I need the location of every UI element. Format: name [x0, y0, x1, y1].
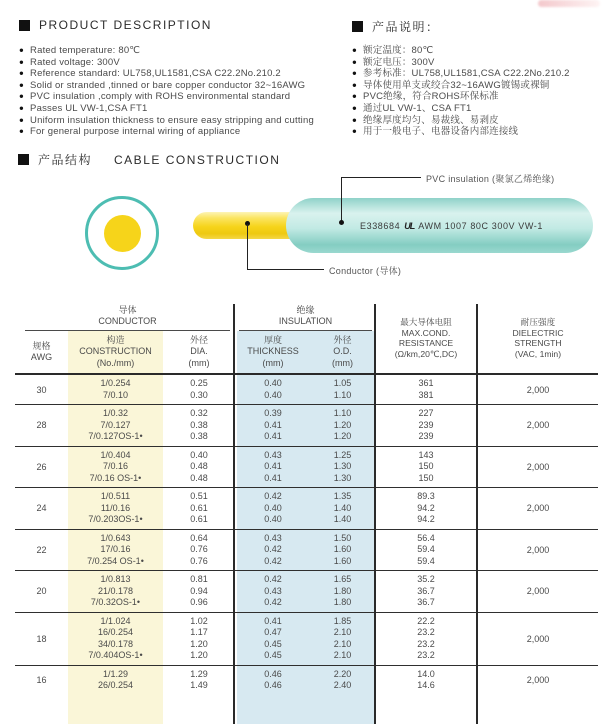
cell-dielectric: 2,000: [526, 461, 550, 472]
insulation-group-header: [239, 305, 372, 331]
cell-dia-value: 0.61: [190, 514, 208, 524]
cell-construction-value: 7/0.10: [102, 389, 129, 400]
black-square-icon: [18, 154, 29, 165]
cell-dia-value: 0.76: [190, 555, 208, 566]
cell-construction-value: 7/0.127: [100, 419, 131, 430]
od-header-unit: (mm): [332, 357, 353, 368]
cell-dia: [163, 378, 235, 401]
product-description-heading: [19, 18, 212, 32]
table-divider: [233, 304, 235, 724]
cell-awg: 28: [36, 420, 47, 431]
cell-thickness-value: 0.40: [264, 514, 282, 524]
cell-resistance-value: 89.3: [417, 491, 435, 501]
cell-thickness-value: 0.46: [264, 668, 282, 679]
cell-dielectric: 2,000: [526, 503, 550, 514]
cell-resistance-value: 239: [418, 431, 434, 441]
cell-thickness: [235, 378, 311, 401]
cell-construction-value: 7/0.254 OS-1•: [87, 555, 144, 566]
bullet-item: [352, 115, 570, 127]
cell-resistance: [374, 450, 478, 485]
bullet-icon: ●: [352, 80, 358, 90]
awg-header-cn: 规格: [32, 340, 51, 351]
cell-resistance: [374, 574, 478, 609]
bullet-icon: ●: [19, 103, 25, 113]
cell-dia-value: 0.32: [190, 408, 208, 418]
cell-construction-value: 1/0.404: [100, 449, 131, 460]
cell-thickness-value: 0.41: [264, 461, 282, 471]
cell-thickness-value: 0.42: [264, 555, 282, 566]
cell-construction-value: 1/1.29: [102, 668, 129, 679]
cell-construction-value: 1/0.511: [100, 491, 131, 501]
cell-od-value: 1.65: [333, 574, 352, 584]
cell-dia-value: 0.94: [190, 585, 208, 596]
cell-construction: [68, 450, 163, 485]
cell-od-value: 1.60: [333, 555, 352, 566]
dielectric-header-unit: (VAC, 1min): [514, 348, 562, 359]
cell-resistance: [374, 491, 478, 526]
insulation-header-cn: 绝缘: [296, 305, 315, 315]
resistance-column-header: [376, 317, 476, 359]
cell-construction-value: 21/0.178: [97, 585, 134, 596]
cell-dielectric: 2,000: [526, 420, 550, 431]
cell-dia-value: 0.48: [190, 461, 208, 471]
bullet-text: 用于一般电子、电器设备内部连接线: [363, 126, 519, 138]
cell-resistance-value: 59.4: [417, 544, 435, 554]
table-divider: [374, 304, 376, 724]
cell-od-value: 1.60: [333, 544, 352, 554]
conductor-group-header: [25, 305, 230, 331]
cell-awg: 24: [36, 503, 47, 514]
bullet-text: PVC insulation ,comply with ROHS environmental standard: [30, 91, 291, 103]
cell-thickness-value: 0.40: [264, 378, 282, 388]
resistance-header-en2: RESISTANCE: [398, 338, 454, 348]
dia-header-en: DIA.: [190, 346, 208, 357]
cell-resistance-value: 227: [418, 408, 434, 418]
cell-resistance-value: 143: [418, 449, 434, 460]
bullet-text: 额定电压：300V: [363, 56, 435, 68]
resistance-header-en: MAX.COND.: [401, 327, 451, 338]
cell-resistance-value: 14.0: [417, 668, 435, 679]
bullet-icon: ●: [19, 57, 25, 67]
bullet-item: [352, 91, 570, 103]
resistance-header-unit: (Ω/km,20℃,DC): [394, 348, 458, 359]
cell-resistance-value: 94.2: [417, 502, 435, 513]
construction-header-cn: 构造: [106, 334, 125, 345]
cell-awg: 20: [36, 586, 47, 597]
bullet-item: [352, 80, 570, 92]
bullet-text: Solid or stranded ,tinned or bare copper conductor 32~16AWG: [30, 79, 306, 91]
table-divider: [476, 304, 478, 724]
cell-thickness-value: 0.41: [264, 431, 282, 441]
bullet-item: [352, 45, 570, 57]
dia-header-cn: 外径: [189, 334, 208, 345]
thickness-column-header: [235, 335, 311, 370]
cell-od: [311, 574, 374, 609]
black-square-icon: [352, 21, 363, 32]
bullet-icon: ●: [19, 45, 25, 55]
cell-resistance-value: 23.2: [417, 638, 435, 649]
thickness-header-unit: (mm): [262, 357, 284, 368]
cell-dia-value: 0.48: [190, 472, 208, 483]
cell-construction-value: 17/0.16: [100, 544, 131, 554]
product-notes-title: 产品说明：: [372, 20, 440, 34]
conductor-label: Conductor (导体): [329, 266, 402, 276]
bullet-item: [19, 103, 314, 115]
table-group-awg-24: [15, 487, 598, 529]
cell-resistance-value: 239: [418, 419, 434, 430]
bullet-icon: ●: [352, 91, 358, 101]
cell-dia-value: 0.64: [190, 532, 208, 543]
cell-dia-value: 0.81: [190, 574, 208, 584]
bullet-item: [19, 91, 314, 103]
construction-header-en: CONSTRUCTION: [79, 346, 152, 357]
table-group-awg-18: [15, 612, 598, 665]
bullet-item: [352, 103, 570, 115]
cell-od-value: 1.35: [333, 491, 352, 501]
cell-od-value: 1.50: [333, 532, 352, 543]
dielectric-header-en: DIELECTRIC: [512, 327, 564, 338]
dia-header-unit: (mm): [188, 357, 210, 368]
conductor-header-cn: 导体: [118, 305, 137, 315]
cell-dia-value: 0.38: [190, 419, 208, 430]
bullet-text: PVC绝缘，符合ROHS环保标准: [363, 91, 499, 103]
dia-column-header: [163, 335, 235, 370]
cell-construction: [68, 616, 163, 662]
cell-od: [311, 378, 374, 401]
cell-construction: [68, 378, 163, 401]
cell-resistance-value: 94.2: [417, 514, 435, 524]
conductor-core-circle: [104, 215, 141, 252]
cable-construction-title-en: CABLE CONSTRUCTION: [114, 152, 281, 167]
dielectric-header-cn: 耐压强度: [520, 317, 556, 327]
cell-awg: 18: [36, 633, 47, 644]
cell-od-value: 1.30: [333, 461, 352, 471]
cell-od-value: 1.80: [333, 597, 352, 607]
cell-dia-value: 1.20: [190, 650, 208, 660]
bullet-text: 额定温度：80℃: [363, 45, 434, 56]
cell-thickness: [235, 408, 311, 443]
resistance-header-cn: 最大导体电阻: [400, 317, 452, 327]
cell-od-value: 1.20: [333, 431, 352, 441]
cable-print-legend: [336, 221, 543, 231]
dielectric-header-en2: STRENGTH: [514, 338, 562, 348]
conductor-leader-line: [247, 224, 248, 270]
cable-construction-title-cn: 产品结构: [38, 153, 93, 167]
cell-dia: [163, 450, 235, 485]
cell-construction-value: 16/0.254: [97, 627, 134, 637]
cell-thickness-value: 0.42: [264, 574, 282, 584]
cell-resistance: [374, 669, 478, 692]
cell-dielectric: 2,000: [526, 633, 550, 644]
od-column-header: [311, 335, 374, 370]
cell-od-value: 1.85: [333, 615, 352, 626]
dielectric-column-header: [478, 317, 598, 359]
insulation-label: PVC insulation (聚氯乙烯绝缘): [426, 174, 555, 184]
cell-thickness-value: 0.45: [264, 638, 282, 649]
bullet-icon: ●: [352, 115, 358, 125]
cell-dia-value: 1.17: [190, 627, 208, 637]
cell-od-value: 1.10: [333, 389, 352, 400]
conductor-leader-line: [247, 269, 324, 270]
bullet-icon: ●: [19, 126, 25, 136]
cell-thickness-value: 0.45: [264, 650, 282, 660]
awg-header-en: AWG: [30, 352, 53, 362]
cell-thickness-value: 0.41: [264, 472, 282, 483]
cell-thickness-value: 0.47: [264, 627, 282, 637]
cell-awg: 16: [36, 675, 47, 685]
cell-thickness-value: 0.43: [264, 532, 282, 543]
bullet-item: [352, 126, 570, 138]
cell-thickness-value: 0.40: [264, 502, 282, 513]
cell-resistance: [374, 616, 478, 662]
cell-dia-value: 0.96: [190, 597, 208, 607]
table-group-awg-20: [15, 570, 598, 612]
cell-od: [311, 669, 374, 692]
table-group-awg-28: [15, 404, 598, 446]
cell-construction-value: 7/0.16 OS-1•: [89, 472, 142, 483]
bullet-item: [19, 57, 314, 69]
thickness-header-cn: 厚度: [263, 334, 282, 345]
cell-construction-value: 1/0.643: [100, 532, 131, 543]
cable-cross-section: [85, 196, 159, 270]
bullet-text: 通过UL VW-1、CSA FT1: [363, 102, 472, 114]
cell-construction-value: 7/0.203OS-1•: [88, 514, 143, 524]
cell-od-value: 2.10: [333, 627, 352, 637]
awg-column-header: [15, 341, 68, 364]
cell-resistance-value: 22.2: [417, 615, 435, 626]
cell-dia: [163, 408, 235, 443]
construction-header-unit: (No./mm): [96, 357, 135, 368]
cell-construction-value: 1/0.32: [102, 408, 129, 418]
bullet-text: Rated voltage: 300V: [30, 56, 120, 68]
cell-construction: [68, 491, 163, 526]
cell-resistance-value: 23.2: [417, 650, 435, 660]
cell-construction: [68, 533, 163, 568]
cell-od-value: 1.20: [333, 419, 352, 430]
cell-od: [311, 491, 374, 526]
bullet-text: Rated temperature: 80℃: [30, 45, 141, 56]
cell-dia-value: 0.38: [190, 431, 208, 441]
cell-dia: [163, 574, 235, 609]
product-notes-list: [352, 45, 570, 138]
cell-dia-value: 0.25: [190, 378, 208, 388]
cell-construction-value: 7/0.32OS-1•: [90, 597, 141, 607]
bullet-item: [352, 57, 570, 69]
cell-dia-value: 1.20: [190, 638, 208, 649]
cell-resistance-value: 59.4: [417, 555, 435, 566]
table-group-awg-30: [15, 375, 598, 404]
bullet-icon: ●: [19, 115, 25, 125]
bullet-item: [19, 115, 314, 127]
bullet-icon: ●: [352, 126, 358, 136]
product-notes-heading: [352, 18, 440, 35]
cell-construction-value: 26/0.254: [97, 680, 134, 690]
cell-dia-value: 0.76: [190, 544, 208, 554]
cable-print-code: E338684: [359, 220, 401, 231]
cell-dielectric: 2,000: [526, 586, 550, 597]
bullet-item: [19, 68, 314, 80]
product-description-title: PRODUCT DESCRIPTION: [39, 18, 212, 32]
insulation-leader-line: [341, 177, 421, 178]
cell-od: [311, 616, 374, 662]
bullet-icon: ●: [19, 80, 25, 90]
cell-construction: [68, 408, 163, 443]
cell-dia-value: 1.29: [190, 668, 208, 679]
ul-logo-icon: UL: [404, 220, 415, 231]
cell-resistance-value: 14.6: [417, 680, 435, 690]
cell-od: [311, 533, 374, 568]
cell-thickness-value: 0.43: [264, 449, 282, 460]
bullet-text: 导体使用单支或绞合32~16AWG镀锡或裸铜: [363, 79, 550, 91]
bullet-item: [19, 45, 314, 57]
cell-construction-value: 11/0.16: [100, 502, 131, 513]
bullet-item: [19, 80, 314, 92]
column-header-row: [15, 331, 374, 373]
cell-construction-value: 7/0.404OS-1•: [88, 650, 143, 660]
product-description-list: [19, 45, 314, 138]
black-square-icon: [19, 20, 30, 31]
cell-od-value: 1.10: [333, 408, 352, 418]
table-group-awg-16: [15, 665, 598, 695]
cell-od-value: 1.80: [333, 585, 352, 596]
cell-construction-value: 7/0.127OS-1•: [88, 431, 143, 441]
cell-awg: 22: [36, 544, 47, 555]
cell-thickness-value: 0.42: [264, 597, 282, 607]
cell-thickness-value: 0.42: [264, 544, 282, 554]
cell-thickness-value: 0.43: [264, 585, 282, 596]
cell-thickness-value: 0.41: [264, 615, 282, 626]
cropped-logo-fragment: [538, 0, 600, 7]
cell-dielectric: 2,000: [526, 384, 550, 395]
cell-dia-value: 0.61: [190, 502, 208, 513]
cell-thickness: [235, 574, 311, 609]
cell-awg: 30: [36, 384, 47, 395]
bullet-text: 参考标准：UL758,UL1581,CSA C22.2No.210.2: [363, 68, 570, 80]
cell-dia: [163, 491, 235, 526]
cell-thickness: [235, 533, 311, 568]
bullet-item: [19, 126, 314, 138]
bullet-text: For general purpose internal wiring of appliance: [30, 126, 241, 138]
cell-thickness-value: 0.41: [264, 419, 282, 430]
bullet-text: Reference standard: UL758,UL1581,CSA C22.2No.210.2: [30, 68, 281, 80]
conductor-header-en: CONDUCTOR: [98, 316, 157, 326]
bullet-icon: ●: [19, 91, 25, 101]
cell-resistance: [374, 378, 478, 401]
cell-od-value: 1.05: [333, 378, 352, 388]
cell-od-value: 1.40: [333, 502, 352, 513]
cell-resistance: [374, 533, 478, 568]
cell-dia: [163, 533, 235, 568]
cell-awg: 26: [36, 461, 47, 472]
bullet-text: Passes UL VW-1,CSA FT1: [30, 102, 148, 114]
cell-dielectric: 2,000: [526, 675, 550, 685]
cell-od-value: 2.20: [333, 668, 352, 679]
cell-resistance-value: 36.7: [417, 597, 435, 607]
cell-construction-value: 34/0.178: [97, 638, 134, 649]
bullet-text: 绝缘厚度均匀、易裁线、易剥皮: [363, 114, 499, 126]
cell-thickness: [235, 616, 311, 662]
cell-od-value: 2.10: [333, 638, 352, 649]
specification-table: [15, 304, 598, 724]
cell-construction: [68, 669, 163, 692]
table-group-awg-22: [15, 529, 598, 571]
cell-thickness: [235, 491, 311, 526]
bullet-icon: ●: [352, 57, 358, 67]
cable-print-spec: AWM 1007 80C 300V VW-1: [418, 220, 543, 231]
cell-construction-value: 1/0.254: [100, 378, 131, 388]
cable-body: [286, 198, 593, 253]
cell-resistance-value: 23.2: [417, 627, 435, 637]
cell-construction-value: 1/0.813: [100, 574, 131, 584]
insulation-header-en: INSULATION: [278, 316, 333, 326]
table-group-awg-26: [15, 446, 598, 488]
cell-thickness-value: 0.42: [264, 491, 282, 501]
cell-dia-value: 0.51: [190, 491, 208, 501]
cell-resistance-value: 35.2: [417, 574, 435, 584]
cell-resistance-value: 150: [418, 461, 434, 471]
bullet-text: Uniform insulation thickness to ensure easy stripping and cutting: [30, 114, 314, 126]
cable-construction-heading: [18, 151, 280, 168]
od-header-en: O.D.: [333, 346, 352, 357]
cell-dia-value: 1.02: [190, 615, 208, 626]
cell-od-value: 1.30: [333, 472, 352, 483]
bullet-icon: ●: [352, 68, 358, 78]
insulation-leader-line: [341, 177, 342, 222]
cell-dia-value: 0.30: [190, 389, 208, 400]
cell-resistance-value: 56.4: [417, 532, 435, 543]
cell-resistance-value: 381: [418, 389, 434, 400]
cell-dia: [163, 669, 235, 692]
cell-od-value: 1.25: [333, 449, 352, 460]
bullet-item: [352, 68, 570, 80]
cell-dielectric: 2,000: [526, 544, 550, 555]
cell-od-value: 2.40: [333, 680, 352, 690]
cell-dia-value: 1.49: [190, 680, 208, 690]
bullet-icon: ●: [352, 45, 358, 55]
cell-thickness-value: 0.39: [264, 408, 282, 418]
bullet-icon: ●: [19, 68, 25, 78]
insulation-leader-dot: [339, 220, 344, 225]
cell-dia: [163, 616, 235, 662]
cell-resistance-value: 361: [418, 378, 434, 388]
cell-thickness-value: 0.40: [264, 389, 282, 400]
cell-resistance-value: 150: [418, 472, 434, 483]
bullet-icon: ●: [352, 103, 358, 113]
cell-thickness: [235, 669, 311, 692]
cell-resistance-value: 36.7: [417, 585, 435, 596]
cell-thickness: [235, 450, 311, 485]
cell-od: [311, 408, 374, 443]
cell-construction: [68, 574, 163, 609]
cell-od-value: 2.10: [333, 650, 352, 660]
table-body: [15, 375, 598, 695]
cell-construction-value: 1/1.024: [100, 615, 131, 626]
construction-column-header: [68, 335, 163, 370]
cell-resistance: [374, 408, 478, 443]
od-header-cn: 外径: [333, 334, 352, 345]
cell-thickness-value: 0.46: [264, 680, 282, 690]
cell-dia-value: 0.40: [190, 449, 208, 460]
cell-od-value: 1.40: [333, 514, 352, 524]
cell-construction-value: 7/0.16: [102, 461, 129, 471]
thickness-header-en: THICKNESS: [247, 346, 299, 357]
cell-od: [311, 450, 374, 485]
